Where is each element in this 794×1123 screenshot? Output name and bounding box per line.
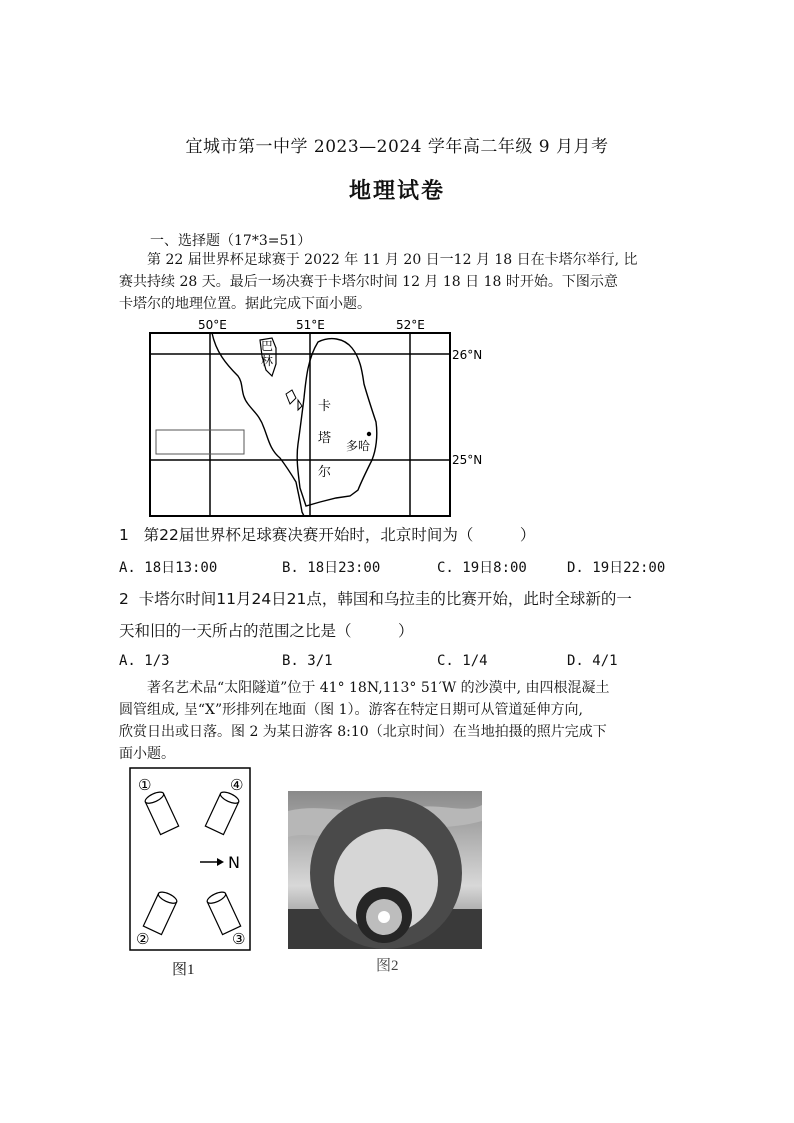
intro-line-3: 卡塔尔的地理位置。据此完成下面小题。: [119, 296, 371, 312]
tube-4: [205, 790, 240, 835]
tube-2: [143, 890, 178, 935]
q2-option-c[interactable]: C. 1/4: [437, 653, 488, 669]
question-2-number: 2: [119, 590, 129, 608]
qatar-label-1: 卡: [318, 399, 332, 414]
doha-label: 多哈: [346, 439, 371, 453]
lon-label-52: 52°E: [396, 318, 425, 332]
intro-paragraph: [119, 249, 675, 315]
tube-1: [144, 790, 179, 835]
lon-label-51: 51°E: [296, 318, 325, 332]
mainland-coastline: [212, 333, 304, 516]
sun-icon: [378, 911, 390, 923]
north-arrow-head: [217, 858, 224, 866]
tube-number-3: ③: [232, 930, 246, 948]
q1-option-c[interactable]: C. 19日8:00: [437, 560, 527, 576]
north-label: N: [228, 853, 240, 872]
question-2-text-line-2: 天和旧的一天所占的范围之比是（ ）: [119, 622, 414, 640]
qatar-map: [140, 312, 500, 522]
qatar-label-3: 尔: [318, 465, 332, 480]
tube-number-2: ②: [136, 930, 150, 948]
q2-option-b[interactable]: B. 3/1: [282, 653, 333, 669]
question-1-number: 1: [119, 526, 129, 544]
doha-marker: [367, 432, 371, 436]
question-1: [119, 523, 679, 547]
intro-line-1: 第 22 届世界杯足球赛于 2022 年 11 月 20 日一12 月 18 日在卡塔尔举行, 比: [147, 252, 638, 268]
lon-label-50: 50°E: [198, 318, 227, 332]
figure-1-diagram: [128, 766, 254, 954]
sun-tunnel-line-3: 欣赏日出或日落。图 2 为某日游客 8:10（北京时间）在当地拍摄的照片完成下: [119, 724, 607, 740]
question-2-text-line-1: 卡塔尔时间11月24日21点，韩国和乌拉圭的比赛开始，此时全球新的一: [138, 590, 632, 608]
blank-label-box: [156, 430, 244, 454]
qatar-peninsula: [297, 339, 377, 506]
exam-header: 宜城市第一中学 2023—2024 学年高二年级 9 月月考: [185, 137, 609, 157]
bahrain-label-1: 巴: [261, 339, 274, 353]
section-title: 一、选择题（17*3=51）: [150, 233, 312, 249]
tube-3: [206, 890, 241, 935]
tube-number-4: ④: [230, 776, 244, 794]
sun-tunnel-paragraph: [119, 677, 675, 765]
qatar-label-2: 塔: [318, 431, 332, 446]
lat-label-25: 25°N: [452, 453, 483, 467]
question-2: [119, 587, 679, 643]
q2-option-d[interactable]: D. 4/1: [567, 653, 618, 669]
q1-option-a[interactable]: A. 18日13:00: [119, 560, 218, 576]
lat-label-26: 26°N: [452, 348, 483, 362]
bahrain-label-2: 林: [261, 354, 274, 368]
exam-title: 地理试卷: [348, 178, 445, 204]
q2-option-a[interactable]: A. 1/3: [119, 653, 170, 669]
sun-tunnel-line-2: 圆管组成, 呈“X”形排列在地面（图 1）。游客在特定日期可从管道延伸方向,: [119, 702, 583, 718]
tube-number-1: ①: [138, 776, 152, 794]
small-island: [286, 390, 296, 404]
figure-2-caption: 图2: [376, 958, 399, 974]
small-island: [298, 400, 302, 410]
figure-1-caption: 图1: [172, 962, 195, 978]
sun-tunnel-line-1: 著名艺术品“太阳隧道”位于 41° 18N,113° 51′W 的沙漠中, 由四根混凝土: [147, 680, 610, 696]
intro-line-2: 赛共持续 28 天。最后一场决赛于卡塔尔时间 12 月 18 日 18 时开始。下图示意: [119, 274, 618, 290]
question-1-text: 第22届世界杯足球赛决赛开始时，北京时间为（ ）: [143, 526, 536, 544]
q1-option-d[interactable]: D. 19日22:00: [567, 560, 666, 576]
sun-tunnel-line-4: 面小题。: [119, 746, 175, 762]
q1-option-b[interactable]: B. 18日23:00: [282, 560, 381, 576]
figure-2-photo: [288, 791, 482, 949]
